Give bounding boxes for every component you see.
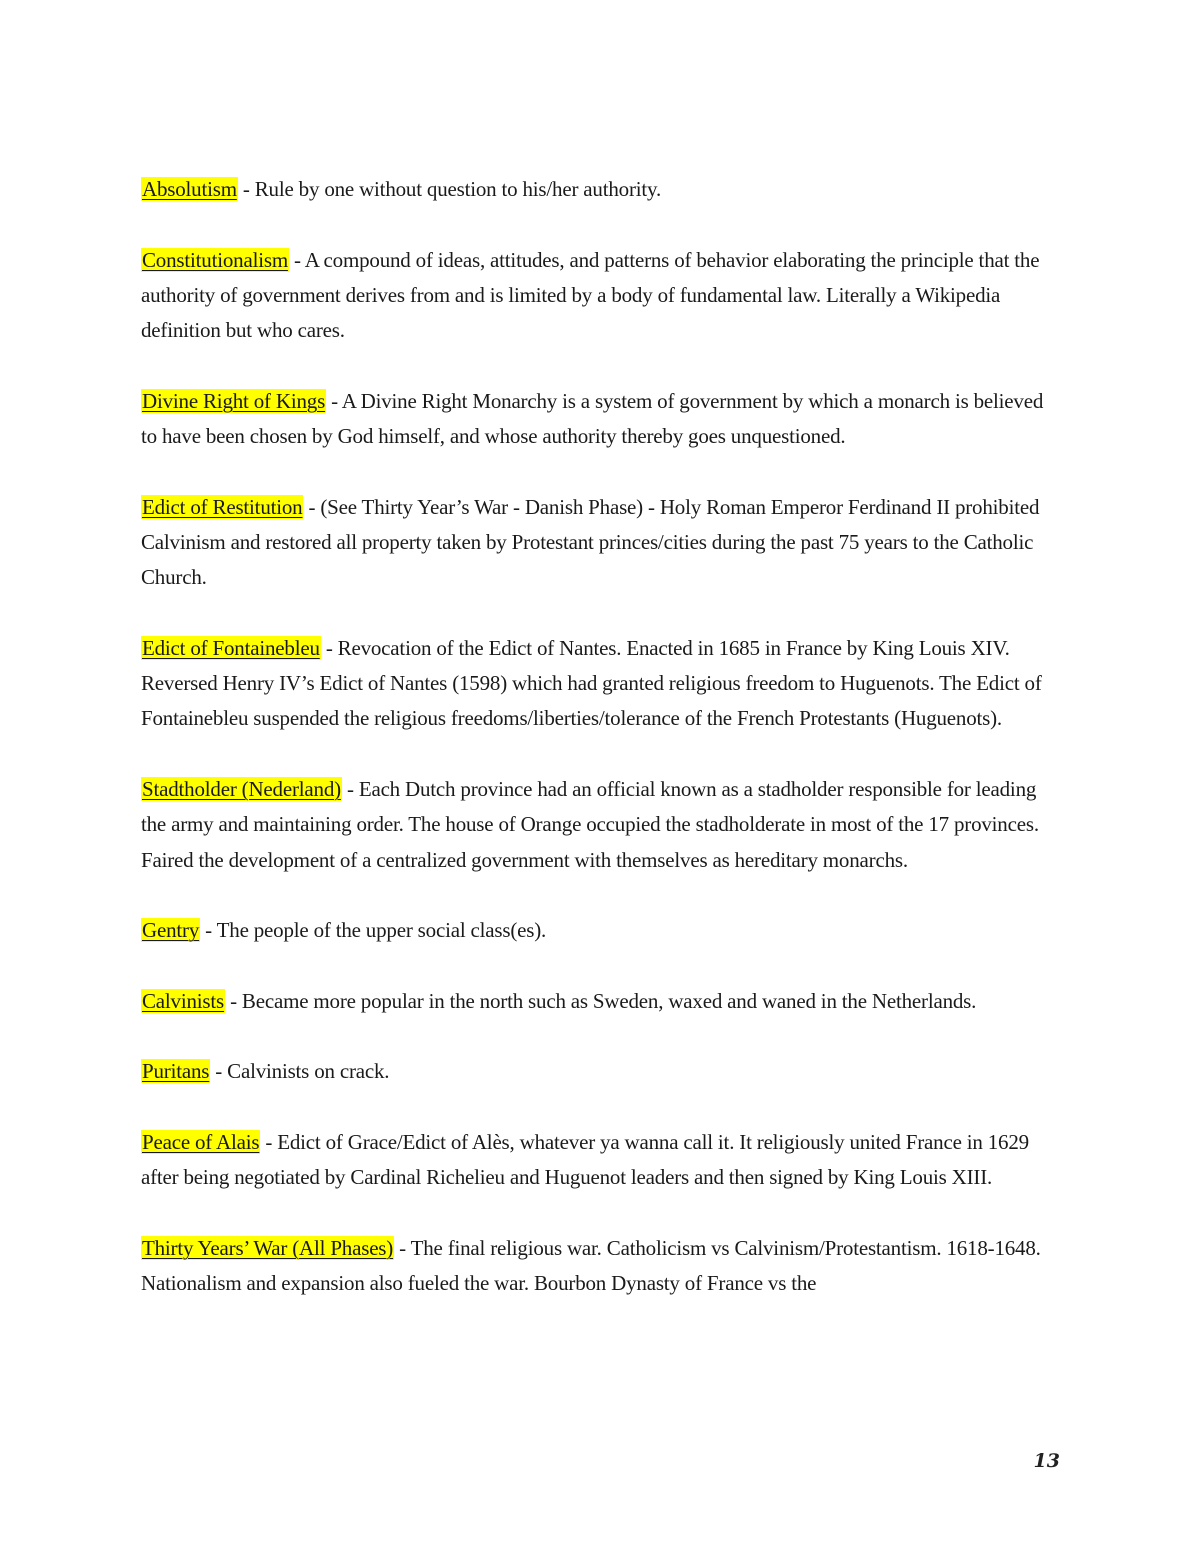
glossary-term: Gentry [142, 918, 200, 943]
page-number: 13 [1033, 1450, 1060, 1472]
glossary-entry-thirty-years-war [141, 1231, 1061, 1302]
glossary-definition: - The final religious war. Catholicism vs Calvinism/Protestantism. 1618-1648. Nationalism and expansion also fueled the war. Bourbon Dynasty of France vs the [141, 1235, 1041, 1296]
glossary-definition: - A compound of ideas, attitudes, and patterns of behavior elaborating the principle that the authority of government derives from and is limited by a body of fundamental law. Literally a Wikipedia definition but who cares. [141, 247, 1040, 343]
glossary-definition: - Edict of Grace/Edict of Alès, whatever ya wanna call it. It religiously united France in 1629 after being negotiated by Cardinal Richelieu and Huguenot leaders and then signed by King Louis XIII. [141, 1130, 1029, 1190]
glossary-entry-puritans [141, 1054, 1061, 1089]
glossary-entry-peace-of-alais [141, 1125, 1061, 1196]
glossary-term: Stadtholder (Nederland) [142, 777, 341, 802]
glossary-term: Constitutionalism [142, 247, 288, 272]
glossary-term: Thirty Years’ War (All Phases) [142, 1235, 394, 1260]
glossary-entry-stadtholder [141, 772, 1061, 878]
glossary-entry-gentry [141, 913, 1061, 948]
glossary-term: Divine Right of Kings [142, 388, 326, 413]
glossary-definition: - The people of the upper social class(es). [200, 918, 547, 943]
glossary-term: Edict of Restitution [142, 494, 303, 519]
glossary-definition: - Revocation of the Edict of Nantes. Enacted in 1685 in France by King Louis XIV. Reversed Henry IV’s Edict of Nantes (1598) which had granted religious freedom to Huguenots. The Edict of Fontainebleu suspended the religious freedoms/liberties/tolerance of the French Protestants (Huguenots). [141, 635, 1042, 731]
glossary-term: Puritans [142, 1059, 210, 1084]
glossary-entry-edict-of-fontainebleu [141, 631, 1061, 737]
glossary-entry-absolutism [141, 172, 1061, 207]
glossary-term: Absolutism [142, 177, 237, 201]
glossary-entry-calvinists [141, 984, 1061, 1019]
glossary-entry-divine-right-of-kings [141, 384, 1061, 455]
glossary-definition: - Each Dutch province had an official known as a stadholder responsible for leading the army and maintaining order. The house of Orange occupied the stadholderate in most of the 17 provinces. Faired the development of a centralized government with themselves as hereditary monarchs. [141, 777, 1039, 872]
glossary-definition: - (See Thirty Year’s War - Danish Phase) - Holy Roman Emperor Ferdinand II prohibited Calvinism and restored all property taken by Protestant princes/cities during the past 75 years to the Catholic Church. [141, 494, 1040, 590]
glossary-definition: - Calvinists on crack. [210, 1059, 390, 1084]
glossary-definition: - A Divine Right Monarchy is a system of government by which a monarch is believed to have been chosen by God himself, and whose authority thereby goes unquestioned. [141, 388, 1044, 449]
glossary-term: Edict of Fontainebleu [142, 635, 320, 660]
glossary-entry-constitutionalism [141, 243, 1061, 349]
glossary-list [141, 172, 1061, 1337]
glossary-term: Calvinists [142, 988, 225, 1013]
glossary-definition: - Rule by one without question to his/her authority. [237, 177, 662, 201]
glossary-definition: - Became more popular in the north such as Sweden, waxed and waned in the Netherlands. [225, 988, 977, 1013]
glossary-term: Peace of Alais [142, 1130, 260, 1155]
glossary-entry-edict-of-restitution [141, 490, 1061, 596]
